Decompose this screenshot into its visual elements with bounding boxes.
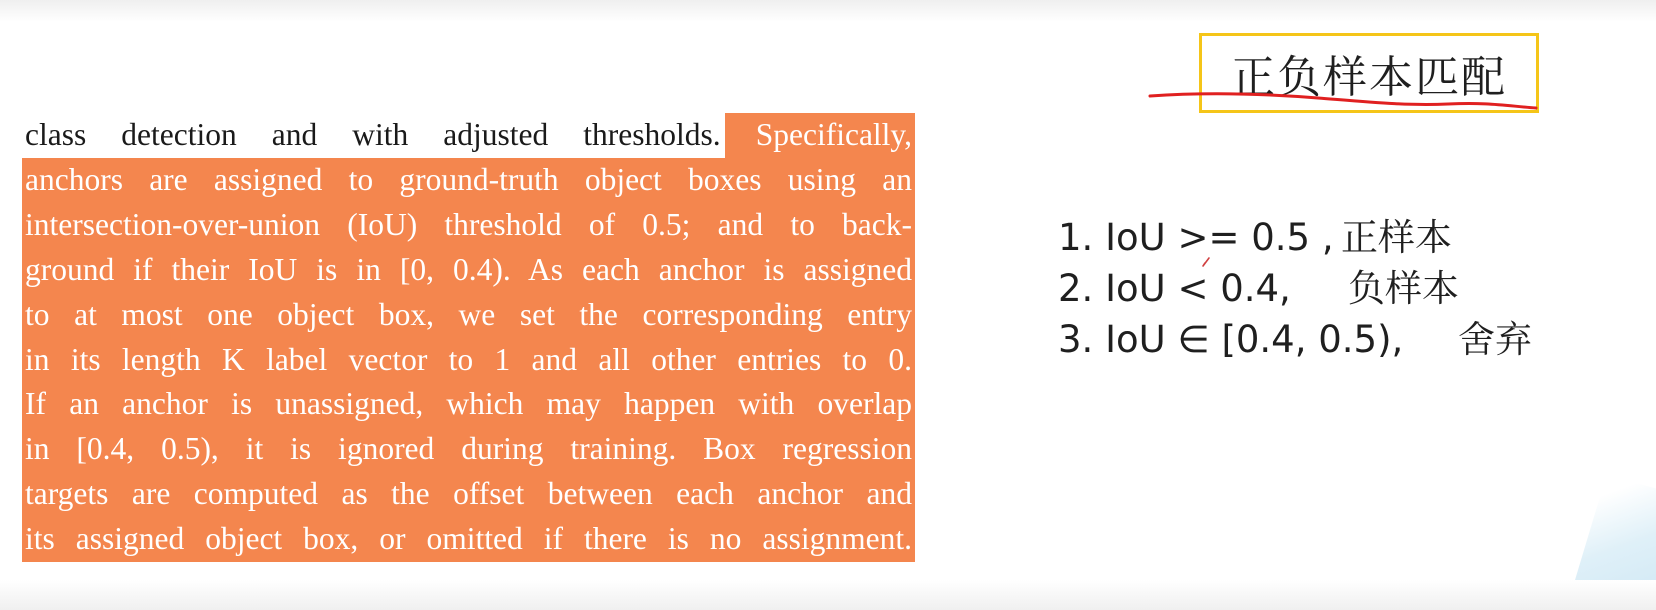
top-shade [0,0,1656,22]
paper-excerpt [22,113,915,562]
paper-line-8: in [0.4, 0.5), it is ignored during training. Box regression [22,427,915,472]
rule-condition: 1. IoU >= 0.5 , [1058,216,1334,259]
matching-rules [1058,212,1532,365]
annotation-title: 正负样本匹配 [1231,52,1507,103]
red-pen-underline [1148,86,1538,112]
rule-condition: 2. IoU < 0.4, [1058,267,1291,310]
rule-condition: 3. IoU ∈ [0.4, 0.5), [1058,318,1404,361]
paper-line-9: targets are computed as the offset between each anchor and [22,472,915,517]
paper-line-2: anchors are assigned to ground-truth object boxes using an [22,158,915,203]
paper-line-4: ground if their IoU is in [0, 0.4). As each anchor is assigned [22,248,915,293]
paper-line-3: intersection-over-union (IoU) threshold of 0.5; and to back- [22,203,915,248]
rule-result: 正样本 [1341,216,1452,259]
paper-line-6: in its length K label vector to 1 and all other entries to 0. [22,338,915,383]
pen-cursor-icon [1200,253,1216,269]
rule-negative [1058,263,1532,314]
paper-line-1 [22,113,915,158]
bottom-shade [0,580,1656,610]
paper-line-10: its assigned object box, or omitted if there is no assignment. [22,517,915,562]
rule-result: 舍弃 [1458,318,1532,361]
highlighted-text: Specifically, [755,117,913,152]
rule-result: 负样本 [1348,267,1459,310]
rule-positive [1058,212,1532,263]
paper-line-5: to at most one object box, we set the corresponding entry [22,293,915,338]
unhighlighted-text: class detection and with adjusted thresholds. [25,117,721,152]
rule-ignore [1058,314,1532,365]
paper-line-7: If an anchor is unassigned, which may happen with overlap [22,382,915,427]
